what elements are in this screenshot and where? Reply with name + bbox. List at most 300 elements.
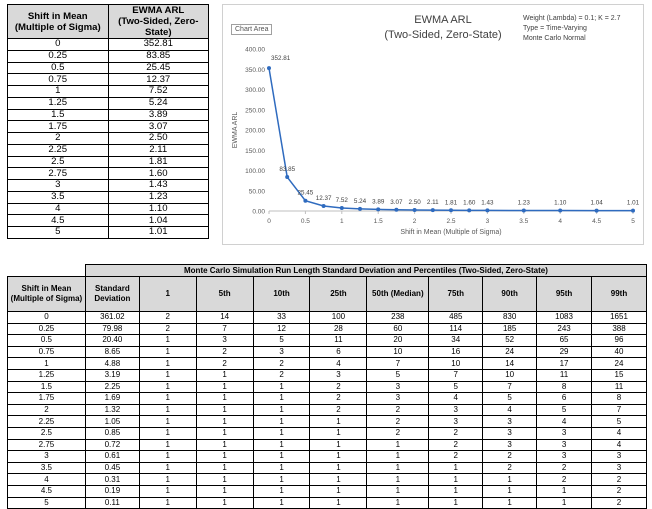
percentile-cell: 40 <box>592 346 647 358</box>
percentile-cell: 1 <box>310 474 367 486</box>
shift-cell: 5 <box>8 227 109 239</box>
percentile-cell: 1 <box>196 497 253 509</box>
percentile-cell: 1 <box>139 346 196 358</box>
table-row <box>8 62 209 74</box>
percentile-cell: 1 <box>196 485 253 497</box>
percentile-cell: 8 <box>537 381 592 393</box>
percentile-cell: 2 <box>196 358 253 370</box>
percentile-cell: 3 <box>483 427 537 439</box>
x-axis-title: Shift in Mean (Multiple of Sigma) <box>400 229 502 236</box>
mc-header-shift <box>8 277 86 312</box>
data-point <box>267 66 271 70</box>
percentile-cell: 65 <box>537 335 592 347</box>
table-row <box>8 215 209 227</box>
shift-cell: 1 <box>8 358 86 370</box>
percentile-cell: 1 <box>139 369 196 381</box>
data-label: 1.23 <box>517 199 530 207</box>
percentile-cell: 3 <box>483 416 537 428</box>
stddev-cell: 20.40 <box>85 335 139 347</box>
percentile-cell: 7 <box>592 404 647 416</box>
shift-cell: 1.5 <box>8 381 86 393</box>
percentile-cell: 1651 <box>592 312 647 324</box>
table-row <box>8 133 209 145</box>
percentile-cell: 1 <box>310 497 367 509</box>
percentile-cell: 1 <box>483 497 537 509</box>
shift-cell: 2.5 <box>8 427 86 439</box>
percentile-cell: 1 <box>310 451 367 463</box>
percentile-cell: 2 <box>592 474 647 486</box>
mc-header-stddev-line2: Deviation <box>94 294 131 303</box>
y-tick-label: 400.00 <box>245 46 265 54</box>
data-point <box>413 208 417 212</box>
arl-cell: 2.50 <box>108 133 208 145</box>
percentile-cell: 24 <box>483 346 537 358</box>
table-row <box>8 86 209 98</box>
shift-cell: 3.5 <box>8 462 86 474</box>
mc-header-percentile: 5th <box>196 277 253 312</box>
arl-cell: 83.85 <box>108 50 208 62</box>
shift-cell: 0.5 <box>8 62 109 74</box>
data-point <box>485 208 489 212</box>
arl-cell: 3.07 <box>108 121 208 133</box>
percentile-cell: 5 <box>537 404 592 416</box>
shift-cell: 0.75 <box>8 346 86 358</box>
shift-cell: 1.25 <box>8 97 109 109</box>
percentile-cell: 7 <box>429 369 483 381</box>
percentile-cell: 29 <box>537 346 592 358</box>
table-row <box>8 462 647 474</box>
percentile-cell: 1 <box>139 462 196 474</box>
arl-header-shift <box>8 5 109 39</box>
table-row <box>8 323 647 335</box>
percentile-cell: 2 <box>429 451 483 463</box>
percentile-cell: 16 <box>429 346 483 358</box>
x-tick-label: 0.5 <box>300 218 310 225</box>
percentile-cell: 1 <box>139 497 196 509</box>
percentile-cell: 388 <box>592 323 647 335</box>
data-label: 352.81 <box>271 55 291 63</box>
percentile-cell: 3 <box>253 346 310 358</box>
data-label: 2.50 <box>408 198 421 206</box>
data-point <box>285 175 289 179</box>
x-tick-label: 0 <box>267 218 271 225</box>
series-line <box>269 68 633 210</box>
percentile-cell: 2 <box>537 474 592 486</box>
percentile-cell: 4 <box>537 416 592 428</box>
percentile-cell: 2 <box>253 358 310 370</box>
percentile-cell: 1 <box>196 393 253 405</box>
data-label: 7.52 <box>335 196 348 204</box>
percentile-cell: 3 <box>592 451 647 463</box>
x-tick-label: 2 <box>412 218 417 225</box>
stddev-cell: 2.25 <box>85 381 139 393</box>
percentile-cell: 1 <box>196 404 253 416</box>
percentile-cell: 34 <box>429 335 483 347</box>
percentile-cell: 11 <box>592 381 647 393</box>
shift-cell: 2 <box>8 133 109 145</box>
table-row <box>8 312 647 324</box>
shift-cell: 4 <box>8 203 109 215</box>
data-label: 3.07 <box>390 198 403 206</box>
mc-blank-corner <box>8 265 86 277</box>
percentile-cell: 1 <box>310 427 367 439</box>
percentile-cell: 1 <box>139 485 196 497</box>
percentile-cell: 14 <box>196 312 253 324</box>
percentile-cell: 1 <box>253 404 310 416</box>
mc-header-shift-line1: Shift in Mean <box>21 284 72 293</box>
table-row <box>8 109 209 121</box>
percentile-cell: 7 <box>483 381 537 393</box>
shift-cell: 1.5 <box>8 109 109 121</box>
mc-header-percentile: 50th (Median) <box>367 277 429 312</box>
arl-table-body <box>8 39 209 239</box>
stddev-cell: 0.85 <box>85 427 139 439</box>
arl-cell: 1.43 <box>108 180 208 192</box>
mc-header-percentile: 99th <box>592 277 647 312</box>
data-point <box>595 209 599 213</box>
arl-cell: 3.89 <box>108 109 208 121</box>
data-point <box>558 209 562 213</box>
percentile-cell: 1 <box>139 381 196 393</box>
percentile-cell: 1 <box>196 369 253 381</box>
percentile-cell: 60 <box>367 323 429 335</box>
x-tick-label: 1.5 <box>373 218 383 225</box>
stddev-cell: 0.61 <box>85 451 139 463</box>
stddev-cell: 79.98 <box>85 323 139 335</box>
percentile-cell: 2 <box>429 427 483 439</box>
percentile-cell: 2 <box>592 497 647 509</box>
percentile-cell: 24 <box>592 358 647 370</box>
percentile-cell: 10 <box>429 358 483 370</box>
table-row <box>8 369 647 381</box>
data-point <box>376 207 380 211</box>
table-row <box>8 346 647 358</box>
percentile-cell: 830 <box>483 312 537 324</box>
percentile-cell: 11 <box>310 335 367 347</box>
y-tick-label: 100.00 <box>245 168 265 175</box>
shift-cell: 2.25 <box>8 416 86 428</box>
percentile-cell: 1 <box>429 485 483 497</box>
percentile-cell: 1 <box>483 485 537 497</box>
table-row <box>8 97 209 109</box>
percentile-cell: 2 <box>429 439 483 451</box>
data-point <box>394 208 398 212</box>
x-tick-label: 2.5 <box>446 218 456 225</box>
y-tick-label: 350.00 <box>245 66 265 74</box>
table-row <box>8 74 209 86</box>
percentile-cell: 1 <box>253 462 310 474</box>
percentile-cell: 1 <box>139 474 196 486</box>
percentile-cell: 1 <box>310 485 367 497</box>
y-tick-label: 0.00 <box>252 208 265 216</box>
y-tick-label: 150.00 <box>245 147 265 155</box>
chart-area-tooltip: Chart Area <box>231 24 272 35</box>
data-label: 1.01 <box>626 199 640 207</box>
arl-table-header-row <box>8 5 209 39</box>
table-row <box>8 451 647 463</box>
percentile-cell: 1 <box>196 427 253 439</box>
shift-cell: 0.75 <box>8 74 109 86</box>
table-row <box>8 191 209 203</box>
percentile-cell: 1 <box>196 462 253 474</box>
stddev-cell: 1.05 <box>85 416 139 428</box>
stddev-cell: 4.88 <box>85 358 139 370</box>
data-point <box>431 208 435 212</box>
shift-cell: 2.25 <box>8 144 109 156</box>
data-point <box>449 208 453 212</box>
monte-carlo-table <box>7 264 647 509</box>
percentile-cell: 1 <box>367 497 429 509</box>
percentile-cell: 3 <box>367 393 429 405</box>
chart-title: EWMA ARL <box>414 14 472 26</box>
percentile-cell: 15 <box>592 369 647 381</box>
shift-cell: 0.25 <box>8 323 86 335</box>
shift-cell: 3 <box>8 451 86 463</box>
mc-header-percentile: 25th <box>310 277 367 312</box>
percentile-cell: 7 <box>367 358 429 370</box>
percentile-cell: 2 <box>483 462 537 474</box>
percentile-cell: 1 <box>429 462 483 474</box>
percentile-cell: 11 <box>537 369 592 381</box>
mc-header-percentile: 90th <box>483 277 537 312</box>
shift-cell: 1.75 <box>8 393 86 405</box>
table-row <box>8 439 647 451</box>
percentile-cell: 1 <box>310 416 367 428</box>
data-point <box>340 206 344 210</box>
stddev-cell: 361.02 <box>85 312 139 324</box>
percentile-cell: 1 <box>139 393 196 405</box>
table-row <box>8 485 647 497</box>
percentile-cell: 243 <box>537 323 592 335</box>
x-tick-label: 1 <box>339 218 344 225</box>
arl-cell: 352.81 <box>108 39 208 51</box>
percentile-cell: 5 <box>429 381 483 393</box>
percentile-cell: 1 <box>196 439 253 451</box>
percentile-cell: 2 <box>592 485 647 497</box>
data-label: 1.60 <box>463 199 476 207</box>
shift-cell: 4.5 <box>8 215 109 227</box>
percentile-cell: 4 <box>483 404 537 416</box>
chart-note: Type = Time-Varying <box>523 25 587 32</box>
percentile-cell: 238 <box>367 312 429 324</box>
mc-header-row <box>8 277 647 312</box>
percentile-cell: 1 <box>196 381 253 393</box>
percentile-cell: 4 <box>592 439 647 451</box>
percentile-cell: 1 <box>253 393 310 405</box>
chart-note: Weight (Lambda) = 0.1; K = 2.7 <box>523 15 621 22</box>
y-tick-label: 300.00 <box>245 87 265 94</box>
percentile-cell: 2 <box>483 451 537 463</box>
percentile-cell: 2 <box>139 312 196 324</box>
data-label: 2.11 <box>426 199 439 207</box>
shift-cell: 2.75 <box>8 168 109 180</box>
percentile-cell: 1 <box>196 451 253 463</box>
arl-header-shift-line2: (Multiple of Sigma) <box>14 21 101 33</box>
shift-cell: 5 <box>8 497 86 509</box>
percentile-cell: 2 <box>367 416 429 428</box>
shift-cell: 1 <box>8 86 109 98</box>
data-point <box>467 208 471 212</box>
percentile-cell: 1 <box>139 404 196 416</box>
arl-header-arl-line2: (Two-Sided, Zero-State) <box>118 16 199 38</box>
percentile-cell: 4 <box>429 393 483 405</box>
percentile-cell: 3 <box>592 462 647 474</box>
data-point <box>358 207 362 211</box>
percentile-cell: 20 <box>367 335 429 347</box>
percentile-cell: 1 <box>367 439 429 451</box>
data-label: 1.10 <box>554 199 567 207</box>
percentile-cell: 100 <box>310 312 367 324</box>
mc-title-row <box>8 265 647 277</box>
arl-cell: 25.45 <box>108 62 208 74</box>
data-label: 12.37 <box>315 194 332 202</box>
stddev-cell: 0.45 <box>85 462 139 474</box>
percentile-cell: 3 <box>483 439 537 451</box>
percentile-cell: 10 <box>483 369 537 381</box>
percentile-cell: 14 <box>483 358 537 370</box>
percentile-cell: 3 <box>367 381 429 393</box>
x-tick-label: 4 <box>558 218 563 225</box>
percentile-cell: 2 <box>310 404 367 416</box>
data-label: 25.45 <box>297 189 314 197</box>
shift-cell: 1.75 <box>8 121 109 133</box>
percentile-cell: 1 <box>253 485 310 497</box>
data-label: 83.85 <box>279 166 296 174</box>
percentile-cell: 114 <box>429 323 483 335</box>
table-row <box>8 358 647 370</box>
percentile-cell: 3 <box>537 427 592 439</box>
percentile-cell: 1 <box>429 497 483 509</box>
percentile-cell: 1 <box>367 451 429 463</box>
percentile-cell: 1 <box>253 427 310 439</box>
table-row <box>8 39 209 51</box>
percentile-cell: 1 <box>253 497 310 509</box>
percentile-cell: 185 <box>483 323 537 335</box>
percentile-cell: 1 <box>310 462 367 474</box>
stddev-cell: 0.19 <box>85 485 139 497</box>
percentile-cell: 1 <box>429 474 483 486</box>
shift-cell: 0 <box>8 39 109 51</box>
stddev-cell: 1.32 <box>85 404 139 416</box>
percentile-cell: 5 <box>483 393 537 405</box>
y-axis-title: EWMA ARL <box>232 111 239 149</box>
table-row <box>8 227 209 239</box>
percentile-cell: 1 <box>253 416 310 428</box>
stddev-cell: 0.11 <box>85 497 139 509</box>
x-tick-label: 4.5 <box>592 218 602 225</box>
mc-table-body <box>8 312 647 509</box>
arl-header-arl <box>108 5 208 39</box>
mc-header-percentile: 95th <box>537 277 592 312</box>
data-label: 1.04 <box>590 199 603 207</box>
arl-table <box>7 4 209 239</box>
data-label: 3.89 <box>372 198 385 206</box>
mc-header-percentile: 10th <box>253 277 310 312</box>
x-tick-label: 3.5 <box>519 218 529 225</box>
percentile-cell: 8 <box>592 393 647 405</box>
table-row <box>8 404 647 416</box>
shift-cell: 3.5 <box>8 191 109 203</box>
data-point <box>522 209 526 213</box>
percentile-cell: 17 <box>537 358 592 370</box>
percentile-cell: 2 <box>139 323 196 335</box>
chart-note: Monte Carlo Normal <box>523 35 586 42</box>
percentile-cell: 2 <box>310 381 367 393</box>
mc-header-stddev <box>85 277 139 312</box>
percentile-cell: 12 <box>253 323 310 335</box>
table-row <box>8 474 647 486</box>
percentile-cell: 96 <box>592 335 647 347</box>
percentile-cell: 1 <box>253 451 310 463</box>
table-row <box>8 335 647 347</box>
mc-header-stddev-line1: Standard <box>95 284 130 293</box>
stddev-cell: 3.19 <box>85 369 139 381</box>
arl-header-arl-line1: EWMA ARL <box>132 5 185 16</box>
arl-cell: 7.52 <box>108 86 208 98</box>
percentile-cell: 52 <box>483 335 537 347</box>
stddev-cell: 0.72 <box>85 439 139 451</box>
mc-table-title: Monte Carlo Simulation Run Length Standard Deviation and Percentiles (Two-Sided, Zero-State) <box>85 265 646 277</box>
shift-cell: 2 <box>8 404 86 416</box>
percentile-cell: 1 <box>253 439 310 451</box>
table-row <box>8 180 209 192</box>
arl-cell: 5.24 <box>108 97 208 109</box>
percentile-cell: 33 <box>253 312 310 324</box>
table-row <box>8 203 209 215</box>
percentile-cell: 28 <box>310 323 367 335</box>
percentile-cell: 6 <box>537 393 592 405</box>
y-tick-label: 250.00 <box>245 107 265 115</box>
percentile-cell: 1 <box>483 474 537 486</box>
stddev-cell: 8.65 <box>85 346 139 358</box>
percentile-cell: 3 <box>537 439 592 451</box>
percentile-cell: 1 <box>139 416 196 428</box>
shift-cell: 3 <box>8 180 109 192</box>
percentile-cell: 1 <box>139 335 196 347</box>
percentile-cell: 485 <box>429 312 483 324</box>
percentile-cell: 1 <box>139 451 196 463</box>
table-row <box>8 156 209 168</box>
stddev-cell: 0.31 <box>85 474 139 486</box>
data-point <box>322 204 326 208</box>
stddev-cell: 1.69 <box>85 393 139 405</box>
arl-cell: 1.60 <box>108 168 208 180</box>
arl-line-chart <box>223 5 643 244</box>
shift-cell: 0 <box>8 312 86 324</box>
percentile-cell: 1 <box>253 381 310 393</box>
data-label: 1.81 <box>444 199 458 207</box>
chart-panel[interactable] <box>222 4 644 245</box>
percentile-cell: 2 <box>310 393 367 405</box>
table-row <box>8 121 209 133</box>
percentile-cell: 3 <box>429 404 483 416</box>
arl-cell: 1.04 <box>108 215 208 227</box>
percentile-cell: 1 <box>367 485 429 497</box>
data-label: 5.24 <box>353 197 367 205</box>
table-row <box>8 168 209 180</box>
percentile-cell: 1 <box>253 474 310 486</box>
shift-cell: 1.25 <box>8 369 86 381</box>
percentile-cell: 1 <box>310 439 367 451</box>
percentile-cell: 7 <box>196 323 253 335</box>
percentile-cell: 1 <box>139 439 196 451</box>
percentile-cell: 3 <box>196 335 253 347</box>
table-row <box>8 50 209 62</box>
table-row <box>8 393 647 405</box>
percentile-cell: 4 <box>310 358 367 370</box>
data-point <box>631 209 635 213</box>
table-row <box>8 144 209 156</box>
